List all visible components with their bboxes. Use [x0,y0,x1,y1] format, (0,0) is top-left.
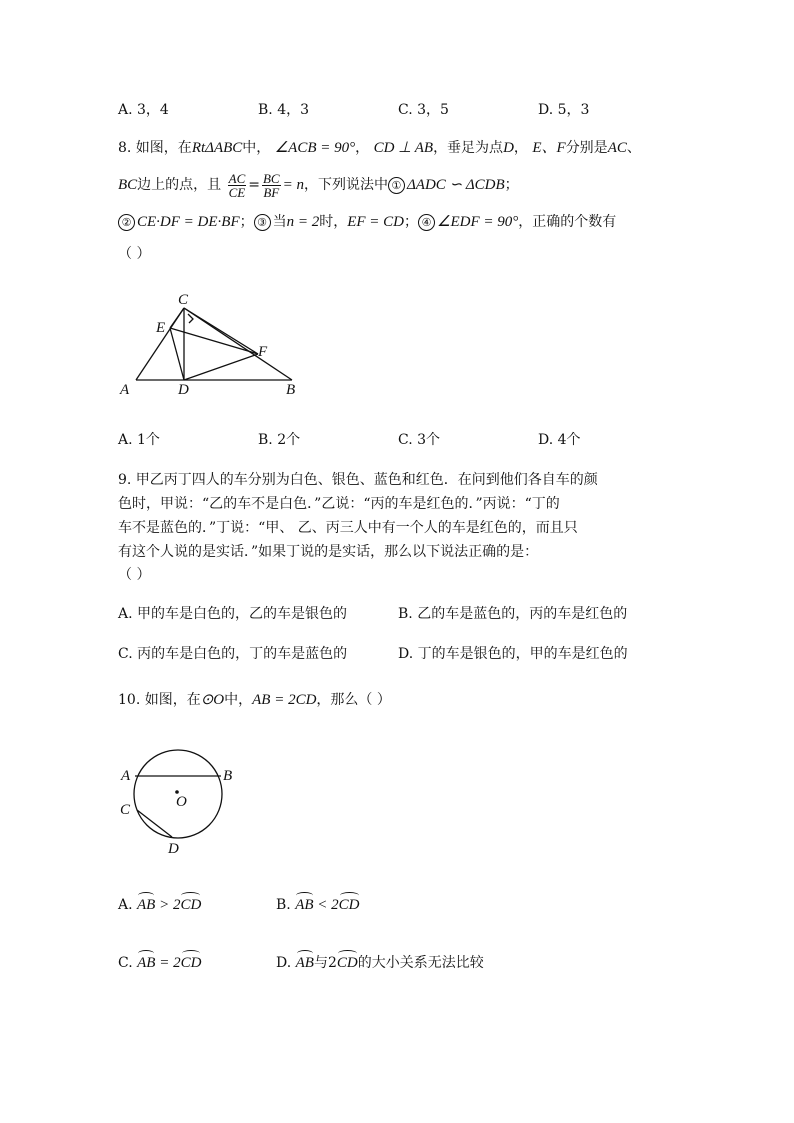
q8-angle-acb: ∠ACB = 90° [274,140,356,156]
segment-ed [170,328,184,380]
q7-option-b[interactable]: B. 4，3 [258,102,310,118]
q8-prefix: 8. 如图，在 [118,140,192,156]
q9-option-c[interactable]: C. 丙的车是白色的，丁的车是蓝色的 [118,646,348,662]
segment-cf-aux [184,308,258,354]
label-a: A [120,382,130,398]
label-a: A [121,768,131,784]
q8-point-d: D [503,140,514,156]
q7-option-c[interactable]: C. 3，5 [398,102,449,118]
q8-perp: CD ⊥ AB [373,140,434,156]
q10-option-c[interactable]: C. AB = 2CD [118,955,202,971]
q8-line3-tail: ，正确的个数有 [518,214,617,230]
q9-line-2: 色时，甲说：“乙的车不是白色．”乙说：“丙的车是红色的．”丙说：“丁的 [118,496,560,512]
circled-one-icon: ① [388,177,405,194]
q8-dun: 、 [626,140,641,156]
q8-ef-points: E、F [532,140,566,156]
q8-semicolon-3: ； [404,214,419,230]
q10-option-a[interactable]: A. AB > 2CD [118,897,202,913]
q9-option-a[interactable]: A. 甲的车是白色的，乙的车是银色的 [118,606,348,622]
circled-four-icon: ④ [418,214,435,231]
segment-ef-c [170,308,184,328]
q8-stmt3-cond: n = 2 [286,214,320,230]
q8-fraction-ac-ce: $\frac{AC}{CE}$ [228,170,246,200]
label-d: D [178,382,189,398]
circled-three-icon: ③ [254,214,271,231]
q10-eq: AB = 2CD [252,692,317,708]
q7-option-d[interactable]: D. 5，3 [538,102,590,118]
q8-statement-4: ∠EDF = 90° [437,214,519,230]
q8-stmt3-a: 当 [272,214,287,230]
q10-circle-o: ⊙O [200,692,225,708]
q10-option-b[interactable]: B. AB < 2CD [276,897,360,913]
label-b: B [286,382,296,398]
q8-line-1: 8. 如图，在RtΔABC中， ∠ACB = 90°， CD ⊥ AB，垂足为点D， E、F分别是AC、 [118,140,641,156]
q9-option-b[interactable]: B. 乙的车是蓝色的，丙的车是红色的 [398,606,628,622]
q8-eq-n: = n [282,177,304,193]
q8-option-d[interactable]: D. 4个 [538,432,581,448]
q8-option-a[interactable]: A. 1个 [118,432,160,448]
q8-triangle-figure [110,288,310,400]
q8-ac: AC [607,140,627,156]
q8-option-b[interactable]: B. 2个 [258,432,301,448]
q8-stmt3-eq: EF = CD [347,214,405,230]
q8-semicolon-2: ； [239,214,254,230]
q8-suffix: ，垂足为点 [433,140,504,156]
q8-mid: 中， [242,140,271,156]
q9-line-1: 9. 甲乙丙丁四人的车分别为白色、银色、蓝色和红色．在问到他们各自车的颜 [118,472,598,488]
q8-statement-2: CE·DF = DE·BF [137,214,240,230]
q9-answer-bracket[interactable]: （ ） [118,567,151,583]
q8-fraction-bc-bf: $\frac{BC}{BF}$ [262,170,280,200]
q8-bc: BC [118,177,138,193]
segment-ef [170,328,258,354]
q8-rt-triangle: RtΔABC [191,140,243,156]
label-e: E [156,320,166,336]
q8-line2-text: 边上的点，且 [137,177,222,193]
q8-line-3 [118,212,616,232]
q10-mid: 中， [224,692,253,708]
q10-option-d[interactable]: D. AB与2CD的大小关系无法比较 [276,955,484,971]
q10-circle-figure [110,738,250,858]
label-f: F [258,344,268,360]
q8-line-2: BC边上的点，且 $\frac{AC}{CE}$ = $\frac{BC}{BF}$ = n，下列说法中 ① ΔADC ∽ ΔCDB； [118,170,519,200]
chord-cd [137,810,172,837]
q9-line-3: 车不是蓝色的．”丁说：“甲、 乙、丙三人中有一个人的车是红色的，而且只 [118,520,578,536]
q8-statement-1: ΔADC ∽ ΔCDB [406,177,505,193]
right-angle-mark [188,314,193,323]
segment-df [184,354,258,380]
q8-tail: 分别是 [565,140,608,156]
q7-option-a[interactable]: A. 3，4 [118,102,169,118]
label-c: C [120,802,131,818]
q8-semicolon-1: ； [504,177,519,193]
label-c: C [178,292,189,308]
label-o: O [176,794,187,810]
q8-answer-bracket[interactable]: （ ） [118,246,151,262]
q10-line [118,690,391,710]
q9-option-d[interactable]: D. 丁的车是银色的，甲的车是红色的 [398,646,628,662]
q10-prefix: 10. 如图，在 [118,692,201,708]
q8-stmt3-b: 时， [319,214,348,230]
q8-option-c[interactable]: C. 3个 [398,432,441,448]
label-d: D [168,841,179,857]
q10-suffix: ，那么（ ） [316,692,391,708]
q9-line-4: 有这个人说的是实话．”如果丁说的是实话，那么以下说法正确的是： [118,544,539,560]
label-b: B [223,768,233,784]
circled-two-icon: ② [118,214,135,231]
q8-line2-suffix: ，下列说法中 [303,177,388,193]
